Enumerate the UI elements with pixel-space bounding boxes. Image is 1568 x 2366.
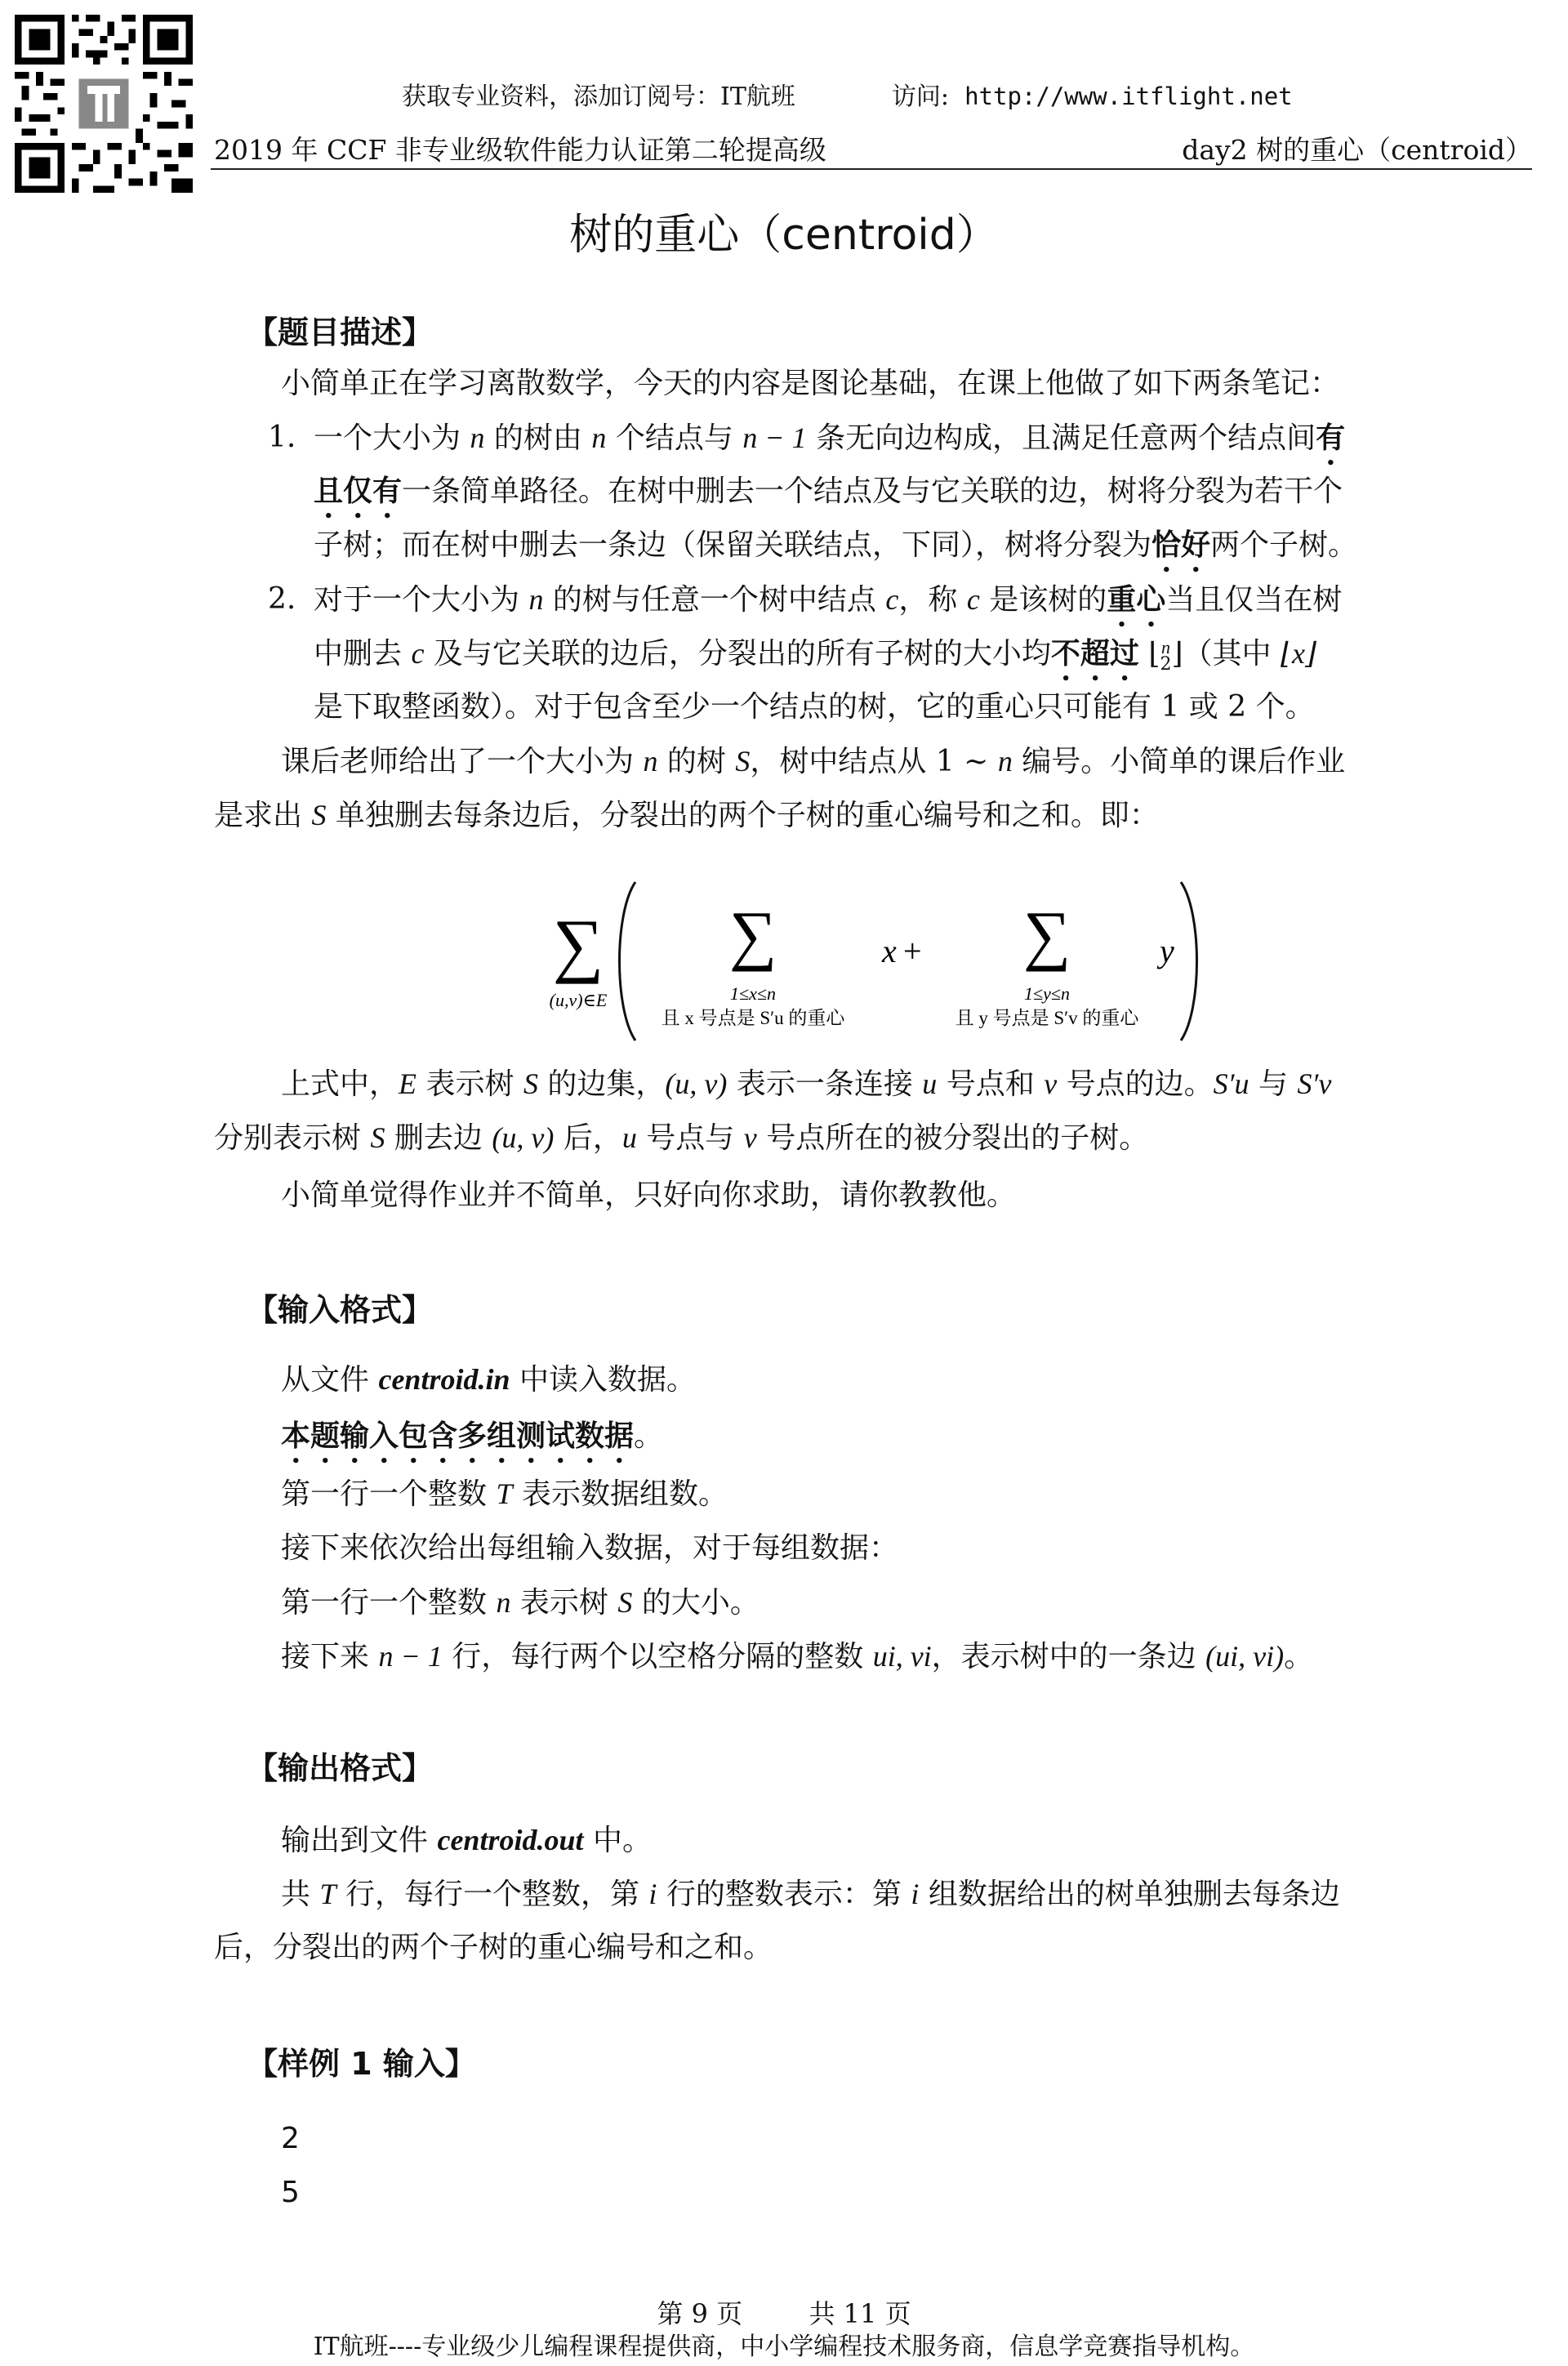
sample1-line-2: 5 (281, 2176, 300, 2209)
footer-slogan: IT航班----专业级少儿编程课程提供商，中小学编程技术服务商，信息学竞赛指导机构。 (313, 2333, 1255, 2361)
floor-n-over-2: ⌊n 2⌋ (1148, 636, 1183, 675)
input-line-6: 接下来 n − 1 行，每行两个以空格分隔的整数 ui, vi，表示树中的一条边 (ui, vi)。 (281, 1640, 1314, 1673)
header-rule (211, 168, 1532, 170)
formula-left-paren (620, 882, 636, 1040)
formula-y: y (1160, 933, 1174, 969)
input-line-2: 本题输入包含多组测试数据。 (281, 1419, 664, 1453)
promo-line (402, 76, 1293, 112)
section-description-heading: 【题目描述】 (247, 314, 434, 350)
emphasis-buchaoguo: 不超过 (1050, 637, 1139, 671)
formula-x: x (882, 933, 897, 969)
formula-inner-sum-1: ∑ (728, 898, 777, 972)
input-line-5: 第一行一个整数 n 表示树 S 的大小。 (281, 1586, 760, 1620)
list-item-2-line-1: 对于一个大小为 n 的树与任意一个树中结点 c，称 c 是该树的重心当且仅当在树 (314, 583, 1343, 617)
qr-code (15, 15, 193, 193)
formula-outer-subscript: (u,v)∈E (549, 990, 608, 1010)
formula-inner-1-range: 1≤x≤n (730, 983, 776, 1004)
input-file-name: centroid.in (378, 1363, 510, 1396)
emphasis-multiple-tests: 本题输入包含多组测试数据 (281, 1419, 635, 1453)
input-line-4: 接下来依次给出每组输入数据，对于每组数据： (281, 1531, 899, 1565)
description-after-line-2: 是求出 S 单独删去每条边后，分裂出的两个子树的重心编号和之和。即： (214, 799, 1159, 832)
page-title: 树的重心（centroid） (569, 211, 999, 260)
description-intro: 小简单正在学习离散数学，今天的内容是图论基础，在课上他做了如下两条笔记： (281, 367, 1340, 400)
visit-label: 访问: (891, 82, 949, 111)
description-after-line-1: 课后老师给出了一个大小为 n 的树 S，树中结点从 1 ∼ n 编号。小简单的课后作业 (281, 745, 1346, 778)
output-file-name: centroid.out (437, 1824, 584, 1856)
input-line-3: 第一行一个整数 T 表示数据组数。 (281, 1477, 728, 1511)
list-item-2-line-2: 中删去 c 及与它关联的边后，分裂出的所有子树的大小均不超过 ⌊n 2⌋（其中 ⌊x⌋ (314, 636, 1317, 675)
output-line-2: 共 T 行，每行一个整数，第 i 行的整数表示：第 i 组数据给出的树单独删去每条边 (281, 1878, 1340, 1911)
footer-page-number: 第 9 页 (657, 2298, 743, 2329)
section-sample1-heading: 【样例 1 输入】 (247, 2046, 476, 2082)
list-item-1-line-2: 且仅有一条简单路径。在树中删去一个结点及与它关联的边，树将分裂为若干个 (314, 475, 1343, 508)
formula-outer-sum: ∑ (552, 906, 604, 985)
input-line-1: 从文件 centroid.in 中读入数据。 (281, 1363, 696, 1397)
formula-display (531, 872, 1200, 1050)
output-line-1: 输出到文件 centroid.out 中。 (281, 1824, 652, 1857)
list-item-1-number: 1. (268, 421, 296, 454)
list-item-1-line-1: 一个大小为 n 的树由 n 个结点与 n − 1 条无向边构成，且满足任意两个结点间有 (314, 421, 1346, 455)
formula-inner-2-range: 1≤y≤n (1024, 983, 1070, 1004)
formula-inner-1-condition: 且 x 号点是 S′u 的重心 (661, 1008, 845, 1028)
formula-right-paren (1181, 882, 1197, 1040)
output-line-3: 后，分裂出的两个子树的重心编号和之和。 (214, 1931, 773, 1964)
description-closing: 小简单觉得作业并不简单，只好向你求助，请你教教他。 (281, 1179, 1017, 1212)
emphasis-qieyouyou: 且仅有 (314, 475, 403, 508)
list-item-2-line-3: 是下取整函数）。对于包含至少一个结点的树，它的重心只可能有 1 或 2 个。 (314, 690, 1315, 724)
formula-inner-sum-2: ∑ (1022, 898, 1071, 972)
footer-page-total: 共 11 页 (808, 2298, 911, 2329)
promo-url[interactable]: http://www.itflight.net (964, 82, 1293, 110)
emphasis-qiahao: 恰好 (1152, 528, 1211, 562)
formula-plus: + (903, 933, 922, 969)
emphasis-zhongxin: 重心 (1107, 583, 1166, 617)
section-input-heading: 【输入格式】 (247, 1292, 434, 1328)
list-item-1-line-3: 子树；而在树中删去一条边（保留关联结点，下同），树将分裂为恰好两个子树。 (314, 528, 1358, 562)
header-contest: 2019 年 CCF 非专业级软件能力认证第二轮提高级 (214, 134, 826, 166)
formula-inner-2-condition: 且 y 号点是 S′v 的重心 (955, 1008, 1139, 1028)
promo-text: 获取专业资料，添加订阅号：IT航班 (402, 82, 795, 111)
list-item-2-number: 2. (268, 582, 296, 616)
section-output-heading: 【输出格式】 (247, 1750, 434, 1786)
header-problem: day2 树的重心（centroid） (1182, 134, 1532, 166)
emphasis-you: 有 (1316, 421, 1346, 455)
sample1-line-1: 2 (281, 2122, 300, 2155)
description-post-line-1: 上式中，E 表示树 S 的边集，(u, v) 表示一条连接 u 号点和 v 号点的边。S′u 与 S′v (281, 1067, 1332, 1101)
description-post-line-2: 分别表示树 S 删去边 (u, v) 后，u 号点与 v 号点所在的被分裂出的子树。 (214, 1121, 1149, 1155)
